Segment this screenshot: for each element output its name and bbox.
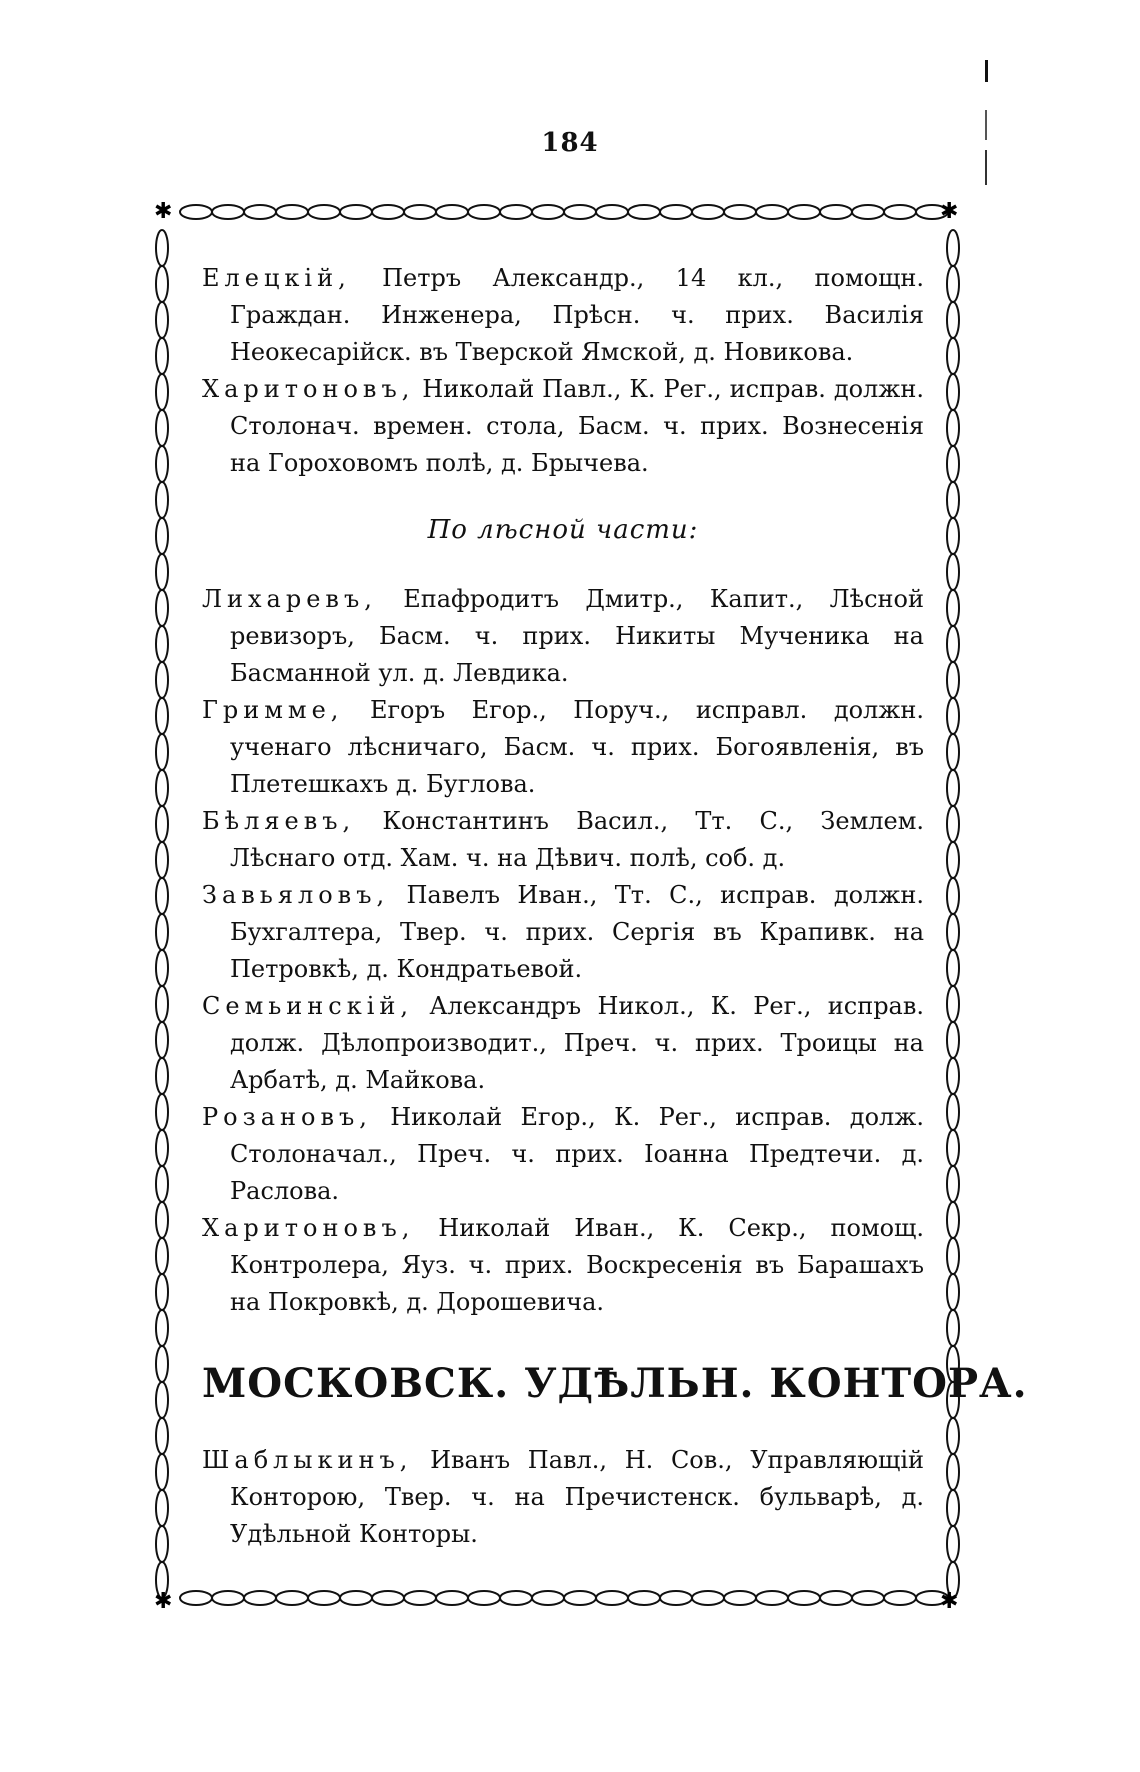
chain-link (947, 482, 959, 518)
entry-surname: Лихаревъ, (202, 585, 377, 613)
chain-link (156, 878, 168, 914)
chain-link (156, 1166, 168, 1202)
chain-link (156, 1238, 168, 1274)
chain-link (532, 205, 564, 219)
entry-details: Николай Иван., К. Секр., помощ. Контролера, Яуз. ч. прих. Воскресенія въ Барашахъ на Покровкѣ, д. Дорошевича. (230, 1214, 924, 1316)
entry-details: Иванъ Павл., Н. Сов., Управляющій Конторою, Твер. ч. на Пречистенск. бульварѣ, д. Удѣльной Конторы. (230, 1446, 924, 1548)
chain-link (947, 410, 959, 446)
chain-link (947, 1130, 959, 1166)
entry-surname: Гримме, (202, 696, 344, 724)
entry-details: Николай Павл., К. Рег., исправ. должн. Столонач. времен. стола, Басм. ч. прих. Вознесенія на Гороховомъ полѣ, д. Брычева. (230, 375, 924, 477)
chain-link (156, 266, 168, 302)
chain-link (947, 1094, 959, 1130)
chain-link (820, 1591, 852, 1605)
chain-link (947, 1418, 959, 1454)
chain-link (756, 205, 788, 219)
chain-link (276, 1591, 308, 1605)
entry-details: Павелъ Иван., Тт. С., исправ. должн. Бухгалтера, Твер. ч. прих. Сергія въ Крапивк. на Петровкѣ, д. Кондратьевой. (230, 881, 924, 983)
chain-link (180, 205, 212, 219)
chain-link (156, 626, 168, 662)
directory-entry (202, 877, 924, 988)
chain-link (947, 626, 959, 662)
chain-link (947, 1454, 959, 1490)
chain-link (156, 338, 168, 374)
chain-link (947, 1202, 959, 1238)
chain-link (947, 1166, 959, 1202)
chain-link (156, 1022, 168, 1058)
chain-link (156, 950, 168, 986)
chain-link (404, 1591, 436, 1605)
chain-link (947, 446, 959, 482)
directory-entry (202, 988, 924, 1099)
entry-surname: Розановъ, (202, 1103, 372, 1131)
chain-link (596, 205, 628, 219)
chain-link (724, 205, 756, 219)
chain-link (156, 482, 168, 518)
chain-link (947, 1490, 959, 1526)
chain-link (852, 205, 884, 219)
chain-link (156, 1526, 168, 1562)
chain-link (724, 1591, 756, 1605)
chain-link (596, 1591, 628, 1605)
chain-link (468, 205, 500, 219)
page-number: 184 (541, 128, 599, 158)
chain-link (947, 1058, 959, 1094)
entry-details: Егоръ Егор., Поруч., исправл. должн. ученаго лѣсничаго, Басм. ч. прих. Богоявленія, въ Плетешкахъ д. Буглова. (230, 696, 924, 798)
chain-link (947, 986, 959, 1022)
chain-link (947, 1310, 959, 1346)
chain-link (947, 698, 959, 734)
directory-entry (202, 260, 924, 371)
corner-star-icon: ✱ (940, 200, 959, 224)
chain-link (156, 986, 168, 1022)
chain-link (947, 1238, 959, 1274)
chain-link (180, 1591, 212, 1605)
chain-link (947, 842, 959, 878)
chain-link (156, 1274, 168, 1310)
chain-link (788, 205, 820, 219)
chain-link (947, 1526, 959, 1562)
chain-link (436, 205, 468, 219)
entry-details: Епафродитъ Дмитр., Капит., Лѣсной ревизоръ, Басм. ч. прих. Никиты Мученика на Басманной ул. д. Левдика. (230, 585, 924, 687)
chain-link (372, 1591, 404, 1605)
chain-link (212, 205, 244, 219)
chain-link (212, 1591, 244, 1605)
chain-link (692, 205, 724, 219)
chain-link (156, 1310, 168, 1346)
chain-link (436, 1591, 468, 1605)
directory-entry (202, 692, 924, 803)
corner-star-icon: ✱ (154, 1589, 173, 1610)
chain-link (156, 1202, 168, 1238)
chain-link (156, 914, 168, 950)
chain-link (628, 205, 660, 219)
chain-link (156, 446, 168, 482)
chain-link (308, 205, 340, 219)
chain-link (156, 734, 168, 770)
border-bottom-chain (180, 1591, 948, 1605)
section-heading: По лѣсной части: (427, 515, 699, 545)
chain-link (156, 1346, 168, 1382)
page-edge-mark (984, 60, 990, 190)
chain-link (852, 1591, 884, 1605)
chain-link (660, 1591, 692, 1605)
entry-surname: Харитоновъ, (202, 375, 415, 403)
chain-link (156, 806, 168, 842)
chain-link (947, 266, 959, 302)
chain-link (947, 518, 959, 554)
chain-link (947, 914, 959, 950)
chain-link (156, 842, 168, 878)
chain-link (156, 1094, 168, 1130)
chain-link (564, 205, 596, 219)
chain-link (156, 410, 168, 446)
office-title: МОСКОВСК. УДѢЛЬН. КОНТОРА. (202, 1360, 1028, 1407)
chain-link (884, 205, 916, 219)
chain-link (532, 1591, 564, 1605)
chain-link (947, 770, 959, 806)
entry-details: Петръ Александр., 14 кл., помощн. Граждан. Инженера, Прѣсн. ч. прих. Василія Неокесарійск. въ Тверской Ямской, д. Новикова. (230, 264, 924, 366)
entry-surname: Завьяловъ, (202, 881, 390, 909)
directory-entry (202, 371, 924, 482)
chain-link (308, 1591, 340, 1605)
chain-link (156, 590, 168, 626)
entry-details: Николай Егор., К. Рег., исправ. долж. Столоначал., Преч. ч. прих. Іоанна Предтечи. д. Раслова. (230, 1103, 924, 1205)
chain-link (156, 1382, 168, 1418)
chain-link (947, 1274, 959, 1310)
chain-link (947, 1022, 959, 1058)
entry-surname: Шаблыкинъ, (202, 1446, 413, 1474)
chain-link (947, 662, 959, 698)
chain-link (244, 205, 276, 219)
directory-entry (202, 803, 924, 877)
chain-link (156, 302, 168, 338)
chain-link (156, 1130, 168, 1166)
chain-link (340, 205, 372, 219)
directory-entry (202, 581, 924, 692)
corner-star-icon: ✱ (940, 1589, 959, 1610)
chain-link (947, 554, 959, 590)
chain-link (692, 1591, 724, 1605)
chain-link (884, 1591, 916, 1605)
chain-link (947, 806, 959, 842)
chain-link (660, 205, 692, 219)
entries-group-2 (202, 581, 924, 1321)
entry-surname: Бѣляевъ, (202, 807, 356, 835)
chain-link (947, 590, 959, 626)
chain-link (156, 1418, 168, 1454)
page-content (202, 260, 1028, 1553)
chain-link (156, 1490, 168, 1526)
chain-link (820, 205, 852, 219)
chain-link (156, 518, 168, 554)
chain-link (947, 338, 959, 374)
directory-entry (202, 1442, 924, 1553)
chain-link (788, 1591, 820, 1605)
chain-link (156, 1058, 168, 1094)
chain-link (500, 1591, 532, 1605)
border-left-chain (156, 230, 168, 1598)
chain-link (372, 205, 404, 219)
entries-group-3 (202, 1442, 924, 1553)
chain-link (947, 230, 959, 266)
chain-link (276, 205, 308, 219)
chain-link (947, 878, 959, 914)
entry-details: Александръ Никол., К. Рег., исправ. долж. Дѣлопроизводит., Преч. ч. прих. Троицы на Арбатѣ, д. Майкова. (230, 992, 924, 1094)
directory-entry (202, 1099, 924, 1210)
chain-link (404, 205, 436, 219)
chain-link (340, 1591, 372, 1605)
entries-group-1 (202, 260, 924, 482)
chain-link (947, 734, 959, 770)
chain-link (947, 950, 959, 986)
corner-star-icon: ✱ (154, 200, 173, 224)
chain-link (156, 1454, 168, 1490)
chain-link (156, 770, 168, 806)
chain-link (244, 1591, 276, 1605)
chain-link (947, 374, 959, 410)
directory-entry (202, 1210, 924, 1321)
entry-surname: Семьинскій, (202, 992, 414, 1020)
entry-surname: Харитоновъ, (202, 1214, 415, 1242)
chain-link (156, 662, 168, 698)
chain-link (468, 1591, 500, 1605)
chain-link (756, 1591, 788, 1605)
entry-details: Константинъ Васил., Тт. С., Землем. Лѣснаго отд. Хам. ч. на Дѣвич. полѣ, соб. д. (230, 807, 924, 872)
entry-surname: Елецкій, (202, 264, 351, 292)
chain-link (628, 1591, 660, 1605)
chain-link (156, 374, 168, 410)
chain-link (500, 205, 532, 219)
chain-link (947, 302, 959, 338)
chain-link (564, 1591, 596, 1605)
ornamental-frame (150, 200, 1028, 1610)
chain-link (156, 698, 168, 734)
chain-link (156, 554, 168, 590)
chain-link (156, 230, 168, 266)
border-top-chain (180, 205, 948, 219)
